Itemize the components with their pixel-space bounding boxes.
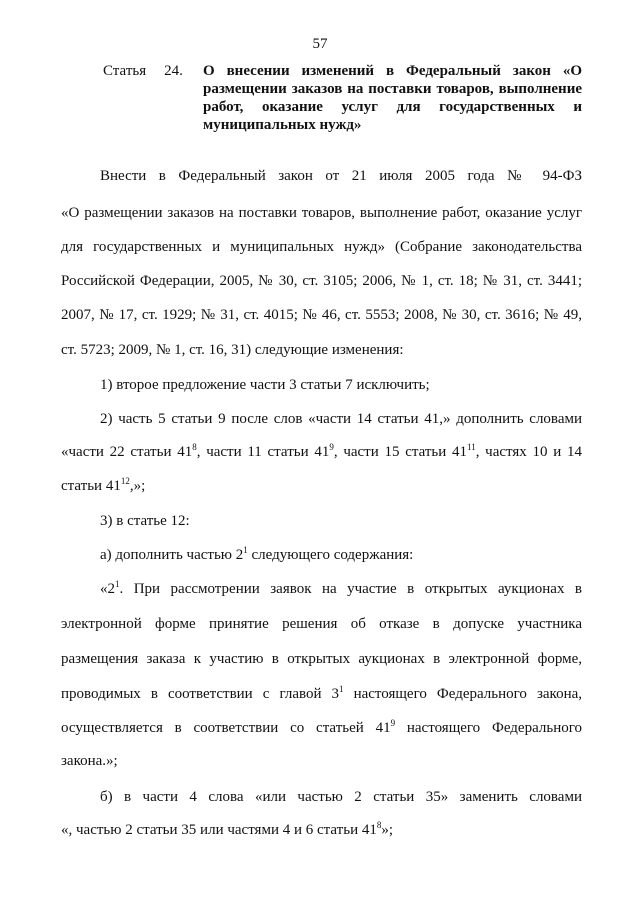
article-word: Статья — [103, 63, 147, 79]
list-item: 3) в статье 12: — [100, 513, 190, 529]
paragraph-line: «О размещении заказов на поставки товаров, выполнение работ, оказание услуг — [61, 205, 582, 221]
text: следующего содержания: — [247, 547, 414, 563]
article-heading — [95, 62, 582, 134]
paragraph-line: ст. 5723; 2009, № 1, ст. 16, 31) следующие изменения: — [61, 342, 404, 358]
paragraph-line: Внести в Федеральный закон от 21 июля 2005 года № 94-ФЗ — [100, 168, 582, 184]
paragraph-line: Российской Федерации, 2005, № 30, ст. 3105; 2006, № 1, ст. 18; № 31, ст. 3441; — [61, 273, 582, 289]
superscript: 9 — [390, 718, 396, 728]
paragraph-line: размещения заказа к участию в открытых аукционах в электронной форме, — [61, 651, 582, 667]
article-title: О внесении изменений в Федеральный закон «О размещении заказов на поставки товаров, выполнение работ, оказание услуг для государственных и муниципальных нужд» — [203, 63, 582, 133]
paragraph-line — [61, 685, 582, 703]
paragraph-line: 2007, № 17, ст. 1929; № 31, ст. 4015; № 46, ст. 5553; 2008, № 30, ст. 3616; № 49, — [61, 307, 582, 323]
text: осуществляется в соответствии со статьей 41 — [61, 720, 391, 736]
superscript: 8 — [192, 442, 197, 452]
text: «части 22 статьи 41 — [61, 444, 193, 460]
text: проводимых в соответствии с главой 3 — [61, 686, 340, 702]
superscript: 9 — [329, 442, 334, 452]
list-item: б) в части 4 слова «или частью 2 статьи 35» заменить словами — [100, 789, 582, 805]
list-item: 1) второе предложение части 3 статьи 7 исключить; — [100, 377, 430, 393]
superscript: 1 — [115, 579, 120, 589]
paragraph-line — [61, 719, 582, 737]
text: , частях 10 и 14 — [475, 444, 582, 460]
paragraph-line — [61, 443, 582, 461]
text: настоящего Федерального закона, — [343, 686, 583, 702]
text: . При рассмотрении заявок на участие в открытых аукционах в — [119, 581, 582, 597]
article-label — [103, 62, 183, 80]
paragraph-line: для государственных и муниципальных нужд» (Собрание законодательства — [61, 239, 582, 255]
paragraph-line — [61, 821, 582, 839]
paragraph-line: электронной форме принятие решения об отказе в допуске участника — [61, 616, 582, 632]
list-item — [61, 546, 582, 564]
text: статьи 41 — [61, 478, 121, 494]
text: а) дополнить частью 2 — [100, 547, 244, 563]
list-item: 2) часть 5 статьи 9 после слов «части 14 статьи 41,» дополнить словами — [100, 411, 582, 427]
text: »; — [381, 822, 394, 838]
text: настоящего Федерального — [395, 720, 582, 736]
superscript: 8 — [376, 820, 382, 830]
page-number: 57 — [312, 36, 328, 52]
text: , части 15 статьи 41 — [333, 444, 468, 460]
text: «, частью 2 статьи 35 или частями 4 и 6 статьи 41 — [61, 822, 377, 838]
text: «2 — [100, 581, 115, 597]
article-number: 24. — [164, 63, 183, 79]
paragraph-line: закона.»; — [61, 753, 118, 769]
text: , части 11 статьи 41 — [196, 444, 330, 460]
superscript: 1 — [339, 684, 344, 694]
superscript: 1 — [243, 545, 248, 555]
text: ,»; — [129, 478, 146, 494]
superscript: 11 — [467, 442, 476, 452]
quoted-paragraph — [61, 580, 582, 598]
paragraph-line — [61, 477, 582, 495]
superscript: 12 — [120, 476, 130, 486]
